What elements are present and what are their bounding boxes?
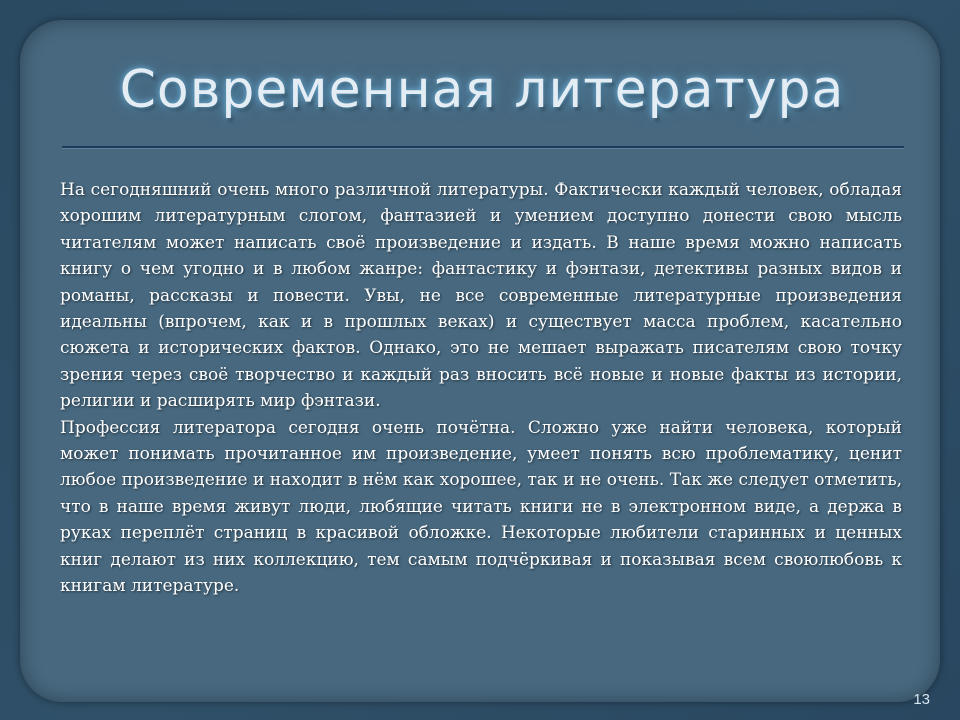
slide-body <box>60 177 902 600</box>
slide-title: Современная литература <box>119 60 845 120</box>
body-paragraph-2: Профессия литератора сегодня очень почётна. Сложно уже найти человека, который может понимать прочитанное им произведение, умеет понять всю проблематику, ценит любое произведение и находит в нём как хорошее, так и не очень. Так же следует отметить, что в наше время живут люди, любящие читать книги не в электронном виде, а держа в руках переплёт страниц в красивой обложке. Некоторые любители старинных и ценных книг делают из них коллекцию, тем самым подчёркивая и показывая всем своюлюбовь к книгам литературе. <box>60 417 902 597</box>
body-paragraph-1: На сегодняшний очень много различной литературы. Фактически каждый человек, обладая хорошим литературным слогом, фантазией и умением доступно донести свою мысль читателям может написать своё произведение и издать. В наше время можно написать книгу о чем угодно и в любом жанре: фантастику и фэнтази, детективы разных видов и романы, рассказы и повести. Увы, не все современные литературные произведения идеальны (впрочем, как и в прошлых веках) и существует масса проблем, касательно сюжета и исторических фактов. Однако, это не мешает выражать писателям свою точку зрения через своё творчество и каждый раз вносить всё новые и новые факты из истории, религии и расширять мир фэнтази. <box>60 180 902 412</box>
title-divider <box>62 146 904 148</box>
page-number: 13 <box>913 691 930 708</box>
